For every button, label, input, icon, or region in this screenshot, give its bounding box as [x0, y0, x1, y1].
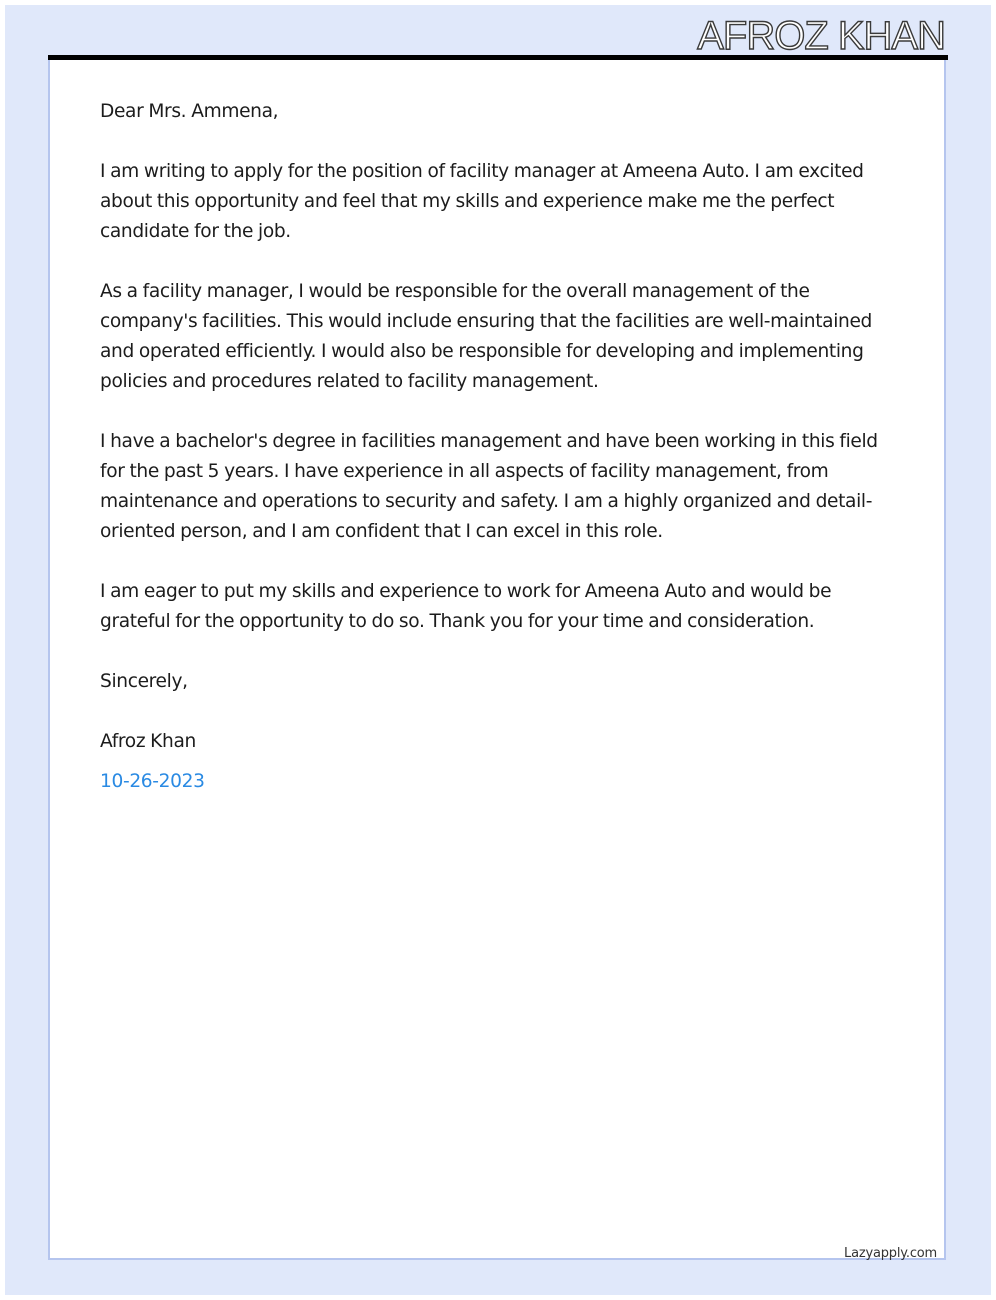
salutation: Dear Mrs. Ammena,	[100, 101, 279, 122]
letter-body	[100, 97, 906, 827]
header-name: AFROZ KHAN	[697, 14, 945, 58]
signature-name: Afroz Khan	[100, 731, 196, 752]
footer-brand: Lazyapply.com	[844, 1246, 937, 1261]
paragraph-closing: I am eager to put my skills and experience to work for Ameena Auto and would be grateful for the opportunity to do so. Thank you for your time and consideration.	[100, 581, 832, 632]
closing: Sincerely,	[100, 671, 188, 692]
paragraph-intro: I am writing to apply for the position of facility manager at Ameena Auto. I am excited about this opportunity and feel that my skills and experience make me the perfect candidate for the job.	[100, 161, 864, 242]
paragraph-responsibilities: As a facility manager, I would be responsible for the overall management of the company's facilities. This would include ensuring that the facilities are well-maintained and operated efficiently. I would also be responsible for developing and implementing policies and procedures related to facility management.	[100, 281, 873, 392]
paragraph-experience: I have a bachelor's degree in facilities management and have been working in this field for the past 5 years. I have experience in all aspects of facility management, from maintenance and operations to security and safety. I am a highly organized and detail-oriented person, and I am confident that I can excel in this role.	[100, 431, 878, 542]
letter-date: 10-26-2023	[100, 771, 205, 792]
